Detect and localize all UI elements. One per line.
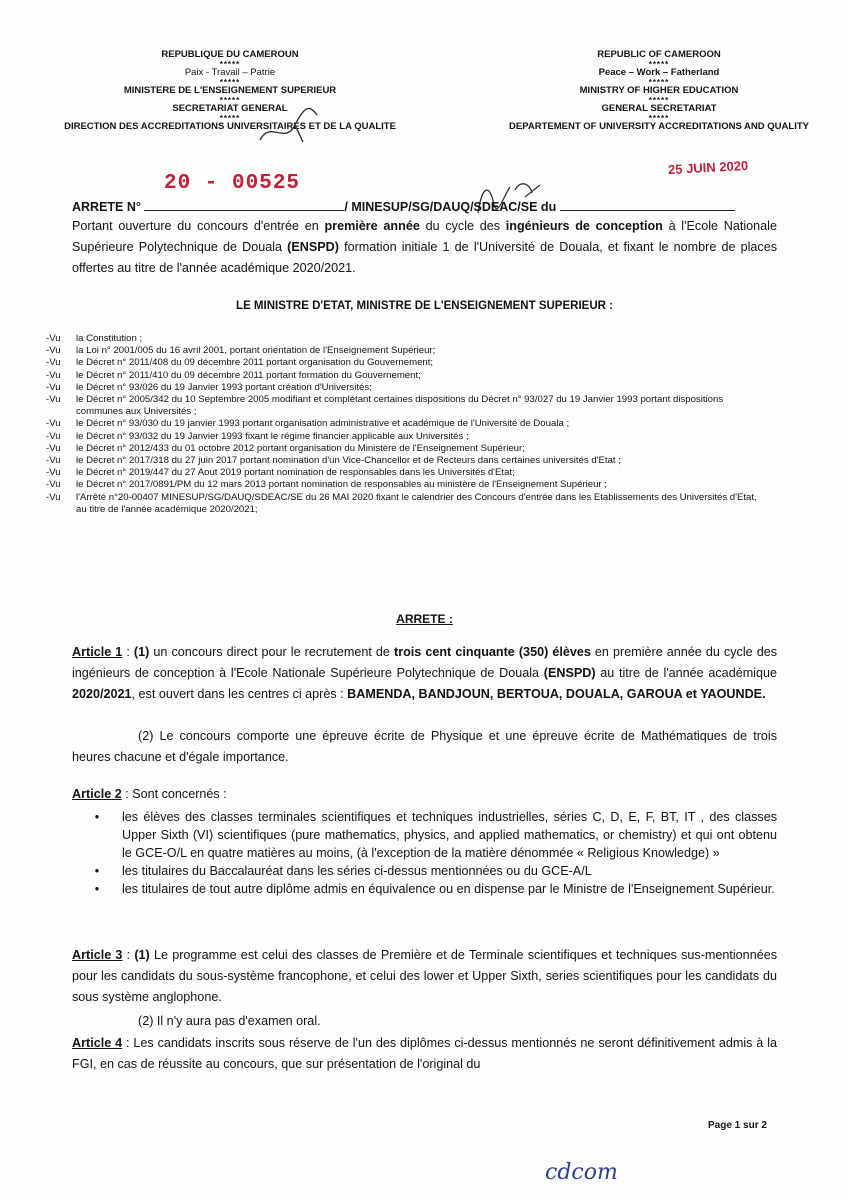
consideration-text: le Décret n° 2019/447 du 27 Aout 2019 portant nomination de responsables dans les Universités d'Etat; (76, 467, 515, 479)
consideration-text: le Décret n° 2012/433 du 01 octobre 2012 portant organisation du Ministère de l'Enseignement Supérieur; (76, 442, 525, 454)
bullet-text: les titulaires du Baccalauréat dans les séries ci-dessus mentionnées ou du GCE-A/L (122, 864, 592, 878)
consideration-item (46, 418, 766, 430)
consideration-text: l'Arrêté n°20-00407 MINESUP/SG/DAUQ/SDEAC/SE du 26 MAI 2020 fixant le calendrier des Concours d'entrée dans les Etablissements des Universités d'Etat, au titre de l'année académique 2020/2021; (76, 491, 757, 515)
arrete-reference (72, 198, 735, 214)
motto-en: Peace – Work – Fatherland (598, 67, 720, 78)
consideration-item (46, 479, 766, 491)
consideration-text: le Décret n° 2011/410 du 09 décembre 2011 portant formation du Gouvernement; (76, 369, 421, 381)
considerations-list (46, 333, 766, 516)
consideration-text: le Décret n° 2005/342 du 10 Septembre 2005 modifiant et complétant certaines dispositions du Décret n° 93/027 du 19 Janvier 1993 portant dispositions communes aux Universités ; (76, 394, 724, 418)
consideration-item (46, 443, 766, 455)
vu-label: -Vu (46, 430, 61, 442)
consideration-item (46, 455, 766, 467)
vu-label: -Vu (46, 394, 61, 406)
consideration-text: le Décret n° 93/026 du 19 Janvier 1993 portant création d'Universités; (76, 381, 372, 393)
consideration-text: le Décret n° 2017/318 du 27 juin 2017 portant nomination d'un Vice-Chancellor et de Recteurs dans certaines universités d'Etat ; (76, 455, 621, 467)
secretariat-fr: SECRETARIAT GENERAL (172, 103, 288, 114)
separator-stars: ***** (219, 59, 241, 69)
consideration-item (46, 467, 766, 479)
bullet-item (72, 862, 777, 880)
republic-fr: REPUBLIQUE DU CAMEROUN (161, 49, 299, 60)
vu-label: -Vu (46, 491, 61, 503)
separator-stars: ***** (648, 113, 670, 123)
separator-stars: ***** (648, 77, 670, 87)
vu-label: -Vu (46, 369, 61, 381)
republic-en: REPUBLIC OF CAMEROON (597, 49, 721, 60)
article-2: Article 2 : Sont concernés : (72, 787, 227, 801)
reference-number-stamp: 20 - 00525 (164, 172, 301, 195)
motto-fr: Paix - Travail – Patrie (184, 67, 276, 78)
separator-stars: ***** (219, 77, 241, 87)
bullet-item (72, 808, 777, 862)
consideration-text: le Décret n° 93/030 du 19 janvier 1993 portant organisation administrative et académique de l'Université de Douala ; (76, 418, 570, 430)
vu-label: -Vu (46, 381, 61, 393)
number-blank (144, 198, 344, 211)
signature-mark-icon (255, 100, 325, 150)
consideration-item (46, 333, 766, 345)
vu-label: -Vu (46, 333, 61, 344)
bullet-icon: • (94, 864, 100, 878)
consideration-item (46, 394, 766, 418)
bullet-text: les élèves des classes terminales scientifiques et techniques industrielles, séries C, D, E, F, BT, IT , des classes Upper Sixth (VI) scientifiques (pure mathematics, physics, and applied mathematics, or chemistry) et qui ont obtenu le GCE-O/L en quatre matières au moins, (à l'exception de la matière dénommée « Religious Knowledge) » (122, 810, 777, 860)
consideration-item (46, 357, 766, 369)
direction-en: DEPARTEMENT OF UNIVERSITY ACCREDITATIONS AND QUALITY (509, 121, 809, 132)
ministry-fr: MINISTERE DE L'ENSEIGNEMENT SUPERIEUR (123, 85, 337, 96)
vu-label: -Vu (46, 442, 61, 454)
consideration-item (46, 431, 766, 443)
vu-label: -Vu (46, 467, 61, 479)
article-3-paragraph-2: (2) Il n'y aura pas d'examen oral. (138, 1014, 321, 1028)
vu-label: -Vu (46, 345, 61, 357)
arrete-code: / MINESUP/SG/DAUQ/SDEAC/SE du (344, 200, 557, 214)
header-right (480, 50, 838, 133)
arrete-prefix: ARRETE N° (72, 200, 141, 214)
article-2-bullets (72, 808, 777, 898)
article-3: Article 3 : (1) Le programme est celui des classes de Première et de Terminale scientifiques et techniques sus-mentionnées pour les candidats du sous-système francophone, et celui des lower et Upper Sixth, series scientifiques pour les candidats du sous système anglophone. (72, 948, 777, 1004)
arrete-heading: ARRETE : (396, 612, 453, 626)
vu-label: -Vu (46, 357, 61, 369)
separator-stars: ***** (219, 113, 241, 123)
ministry-en: MINISTRY OF HIGHER EDUCATION (579, 85, 739, 96)
minister-title: LE MINISTRE D'ETAT, MINISTRE DE L'ENSEIGNEMENT SUPERIEUR : (236, 300, 613, 312)
consideration-text: la Constitution ; (76, 333, 143, 344)
header-left (20, 50, 440, 133)
consideration-text: le Décret n° 93/032 du 19 Janvier 1993 fixant le régime financier applicable aux Universités ; (76, 430, 469, 442)
consideration-item (46, 345, 766, 357)
date-blank (560, 198, 735, 211)
consideration-item (46, 492, 766, 516)
bullet-icon: • (94, 810, 100, 824)
intro-paragraph: Portant ouverture du concours d'entrée en première année du cycle des ingénieurs de conception à l'Ecole Nationale Supérieure Polytechnique de Douala (ENSPD) formation initiale 1 de l'Université de Douala, et fixant le nombre de places offertes au titre de l'année académique 2020/2021. (72, 219, 777, 275)
consideration-text: le Décret n° 2011/408 du 09 décembre 2011 portant organisation du Gouvernement; (76, 357, 434, 369)
direction-fr: DIRECTION DES ACCREDITATIONS UNIVERSITAIRES ET DE LA QUALITE (64, 121, 396, 132)
handwritten-note: cdcom (545, 1160, 618, 1185)
consideration-item (46, 370, 766, 382)
consideration-item (46, 382, 766, 394)
consideration-text: le Décret n° 2017/0891/PM du 12 mars 2013 portant nomination de responsables au ministère de l'Enseignement Supérieur ; (76, 479, 607, 491)
separator-stars: ***** (648, 59, 670, 69)
secretariat-en: GENERAL SECRETARIAT (601, 103, 717, 114)
vu-label: -Vu (46, 479, 61, 491)
separator-stars: ***** (219, 95, 241, 105)
vu-label: -Vu (46, 455, 61, 467)
article-1-paragraph-2: (2) Le concours comporte une épreuve écrite de Physique et une épreuve écrite de Mathématiques de trois heures chacune et d'égale importance. (72, 729, 777, 764)
vu-label: -Vu (46, 418, 61, 430)
date-stamp: 25 JUIN 2020 (667, 157, 749, 178)
bullet-item (72, 880, 777, 898)
bullet-icon: • (94, 882, 100, 896)
page-number: Page 1 sur 2 (708, 1120, 767, 1131)
consideration-text: la Loi n° 2001/005 du 16 avril 2001, portant orientation de l'Enseignement Supérieur; (76, 345, 436, 357)
article-1: Article 1 : (1) un concours direct pour le recrutement de trois cent cinquante (350) élèves en première année du cycle des ingénieurs de conception à l'Ecole Nationale Supérieure Polytechnique de Douala (ENSPD) au titre de l'année académique 2020/2021, est ouvert dans les centres ci après : BAMENDA, BANDJOUN, BERTOUA, DOUALA, GAROUA et YAOUNDE. (72, 645, 777, 701)
bullet-text: les titulaires de tout autre diplôme admis en équivalence ou en dispense par le Ministre de l'Enseignement Supérieur. (122, 882, 775, 896)
separator-stars: ***** (648, 95, 670, 105)
article-4: Article 4 : Les candidats inscrits sous réserve de l'un des diplômes ci-dessus mentionnés ne seront définitivement admis à la FGI, en cas de réussite au concours, que sur présentation de l'original du (72, 1036, 778, 1071)
